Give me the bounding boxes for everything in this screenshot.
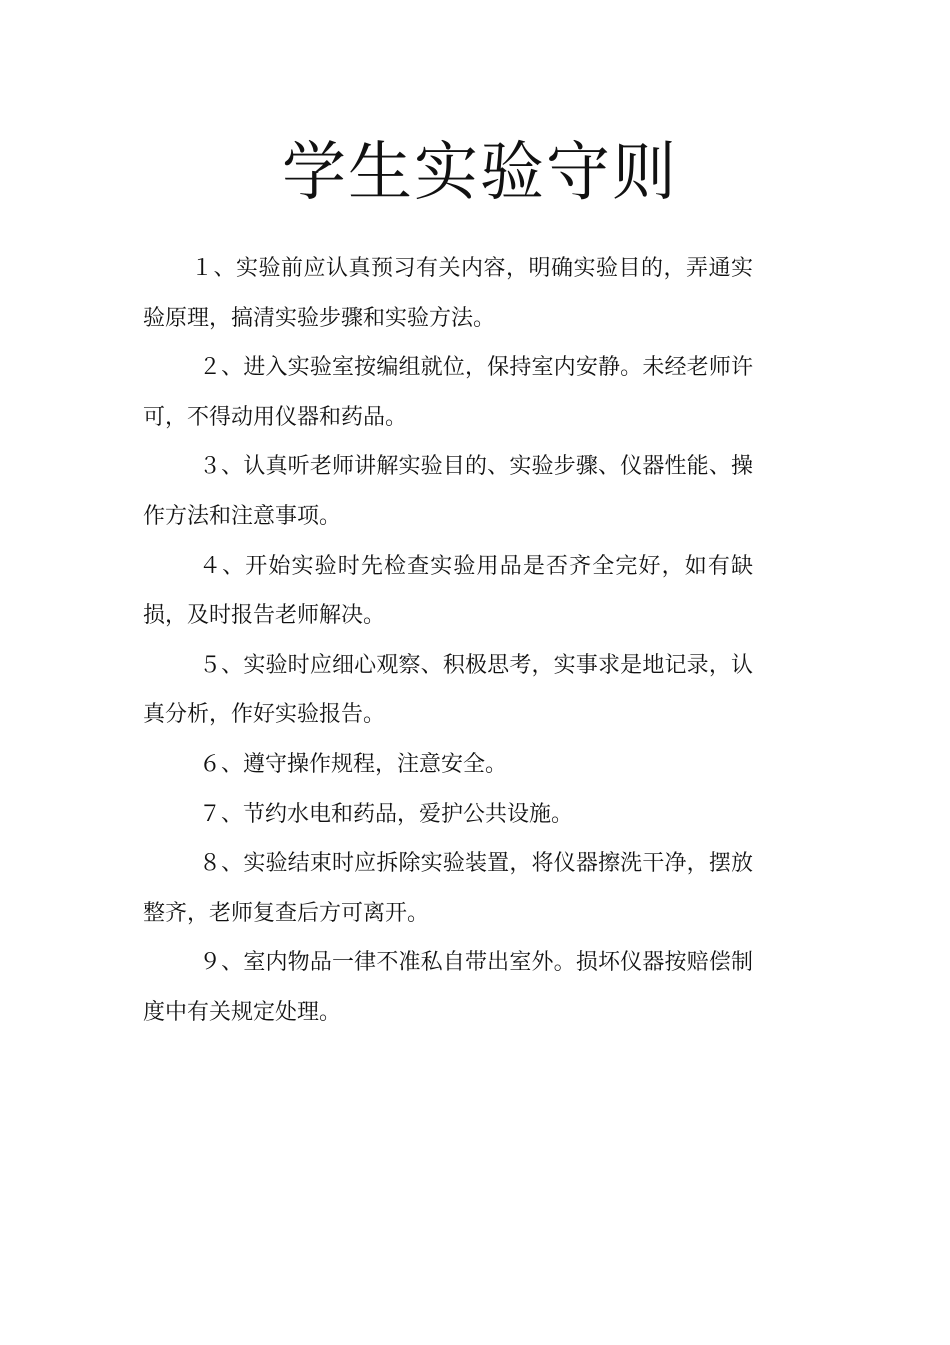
rule-item-2: ２、进入实验室按编组就位，保持室内安静。未经老师许可，不得动用仪器和药品。 (143, 355, 753, 430)
rule-item-4: ４、开始实验时先检查实验用品是否齐全完好，如有缺损，及时报告老师解决。 (143, 553, 753, 629)
rule-item-9: ９、室内物品一律不准私自带出室外。损坏仪器按赔偿制度中有关规定处理。 (143, 950, 753, 1025)
rule-item-3: ３、认真听老师讲解实验目的、实验步骤、仪器性能、操作方法和注意事项。 (143, 454, 753, 529)
rules-list (143, 244, 753, 1038)
rule-item-8: ８、实验结束时应拆除实验装置，将仪器擦洗干净，摆放整齐，老师复查后方可离开。 (143, 851, 753, 926)
rule-item-6: ６、遵守操作规程，注意安全。 (199, 751, 508, 777)
rule-item-5: ５、实验时应细心观察、积极思考，实事求是地记录，认真分析，作好实验报告。 (143, 652, 753, 728)
rule-item-1: １、实验前应认真预习有关内容，明确实验目的，弄通实验原理，搞清实验步骤和实验方法。 (143, 256, 753, 331)
rule-item-7: ７、节约水电和药品，爱护公共设施。 (199, 801, 574, 827)
page-title: 学生实验守则 (282, 136, 678, 210)
